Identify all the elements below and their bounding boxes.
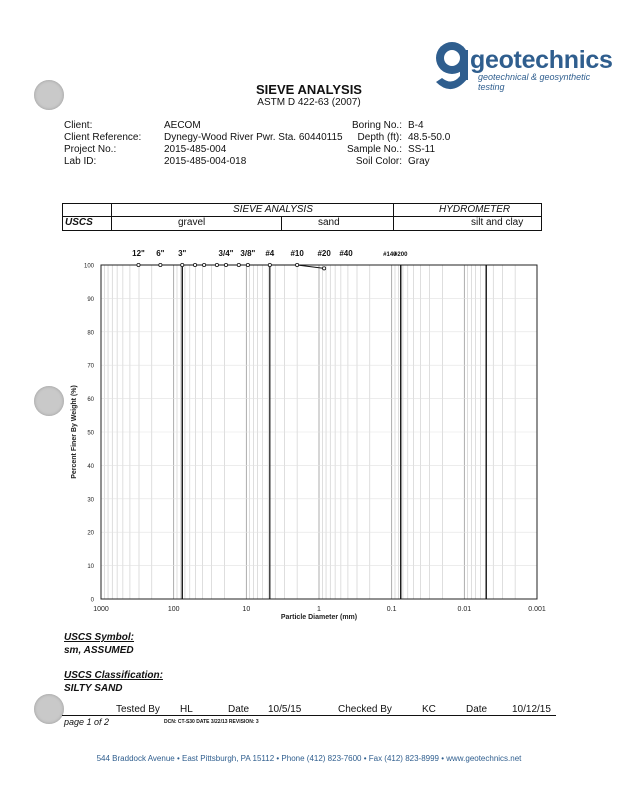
sieve-size-label: 3/4" — [218, 249, 234, 258]
data-point-marker — [159, 263, 162, 266]
uscs-class-value: SILTY SAND — [64, 683, 123, 694]
data-point-marker — [137, 263, 140, 266]
signoff-rule — [62, 715, 556, 716]
y-tick-label: 90 — [87, 296, 94, 303]
data-point-marker — [224, 263, 227, 266]
date-label-2: Date — [466, 704, 488, 715]
checked-by-label: Checked By — [338, 704, 392, 715]
depth-label: Depth (ft): — [357, 132, 402, 143]
uscs-class-label: USCS Classification: — [64, 670, 163, 681]
sieve-size-label: #200 — [394, 252, 408, 258]
uscs-symbol-value: sm, ASSUMED — [64, 645, 134, 656]
sieve-size-label: 3" — [178, 249, 187, 258]
data-point-marker — [268, 263, 271, 266]
soil-color-label: Soil Color: — [355, 156, 402, 167]
date-value-1: 10/5/15 — [268, 704, 302, 715]
gravel-heading: gravel — [178, 217, 206, 228]
sieve-analysis-heading: SIEVE ANALYSIS — [233, 204, 313, 215]
hydrometer-heading: HYDROMETER — [439, 204, 511, 215]
logo-brand: geotechnics — [470, 46, 613, 74]
silt-clay-heading: silt and clay — [471, 217, 524, 228]
sieve-size-label: 6" — [156, 249, 165, 258]
project-value: 2015-485-004 — [164, 144, 227, 155]
y-tick-label: 70 — [87, 363, 94, 370]
x-tick-label: 10 — [242, 606, 251, 613]
y-tick-label: 20 — [87, 530, 94, 537]
x-tick-label: 1 — [317, 606, 321, 613]
project-label: Project No.: — [64, 144, 117, 155]
company-address: 544 Braddock Avenue • East Pittsburgh, PA 15112 • Phone (412) 823-7600 • Fax (412) 823-8999 • www.geotechnics.net — [96, 754, 522, 763]
data-point-marker — [215, 263, 218, 266]
sieve-size-label: 12" — [132, 249, 145, 258]
data-point-marker — [296, 263, 299, 266]
page-number: page 1 of 2 — [64, 717, 110, 727]
checked-by-value: KC — [422, 704, 436, 715]
y-tick-label: 10 — [87, 564, 94, 571]
sample-value: SS-11 — [408, 144, 436, 155]
binder-hole-bottom — [34, 694, 64, 724]
client-value: AECOM — [164, 120, 201, 131]
uscs-symbol-label: USCS Symbol: — [64, 632, 135, 643]
sand-heading: sand — [318, 217, 340, 228]
y-tick-label: 40 — [87, 463, 94, 470]
boring-label: Boring No.: — [351, 120, 402, 131]
sieve-size-label: 3/8" — [240, 249, 256, 258]
x-tick-label: 100 — [167, 606, 180, 613]
y-tick-label: 50 — [87, 430, 94, 437]
client-ref-value: Dynegy-Wood River Pwr. Sta. 60440115 — [164, 132, 343, 143]
page-title: SIEVE ANALYSIS — [256, 82, 362, 97]
data-point-marker — [246, 263, 249, 266]
document-code: DCN: CT-S30 DATE 3/22/13 REVISION: 3 — [164, 719, 259, 725]
x-tick-label: 0.01 — [457, 606, 472, 613]
x-tick-label: 1000 — [93, 606, 109, 613]
sieve-size-label: #140 — [383, 252, 397, 258]
date-label-1: Date — [228, 704, 250, 715]
sieve-size-label: #4 — [265, 249, 275, 258]
y-tick-label: 60 — [87, 397, 94, 404]
depth-value: 48.5-50.0 — [408, 132, 451, 143]
y-tick-label: 100 — [83, 263, 94, 270]
sieve-size-label: #10 — [290, 249, 304, 258]
lab-id-value: 2015-485-004-018 — [164, 156, 247, 167]
test-standard: ASTM D 422-63 (2007) — [257, 97, 361, 108]
data-point-marker — [181, 263, 184, 266]
client-ref-label: Client Reference: — [64, 132, 142, 143]
data-point-marker — [193, 263, 196, 266]
boring-value: B-4 — [408, 120, 424, 131]
soil-color-value: Gray — [408, 156, 430, 167]
uscs-heading: USCS — [65, 217, 93, 228]
x-tick-label: 0.1 — [386, 606, 397, 613]
data-point-marker — [237, 263, 240, 266]
date-value-2: 10/12/15 — [512, 704, 551, 715]
y-tick-label: 80 — [87, 330, 94, 337]
lab-id-label: Lab ID: — [64, 156, 97, 167]
x-tick-label: 0.001 — [528, 606, 546, 613]
data-point-marker — [323, 267, 326, 270]
client-label: Client: — [64, 120, 93, 131]
y-tick-label: 30 — [87, 497, 94, 504]
y-axis-label: Percent Finer By Weight (%) — [71, 385, 78, 479]
tested-by-label: Tested By — [116, 704, 160, 715]
sieve-size-label: #20 — [317, 249, 331, 258]
logo-tagline: geotechnical & geosynthetic testing — [478, 72, 591, 92]
sample-label: Sample No.: — [346, 144, 402, 155]
data-point-marker — [203, 263, 206, 266]
tested-by-value: HL — [180, 704, 193, 715]
y-tick-label: 0 — [90, 597, 94, 604]
sieve-size-label: #40 — [339, 249, 353, 258]
x-axis-label: Particle Diameter (mm) — [280, 614, 358, 621]
